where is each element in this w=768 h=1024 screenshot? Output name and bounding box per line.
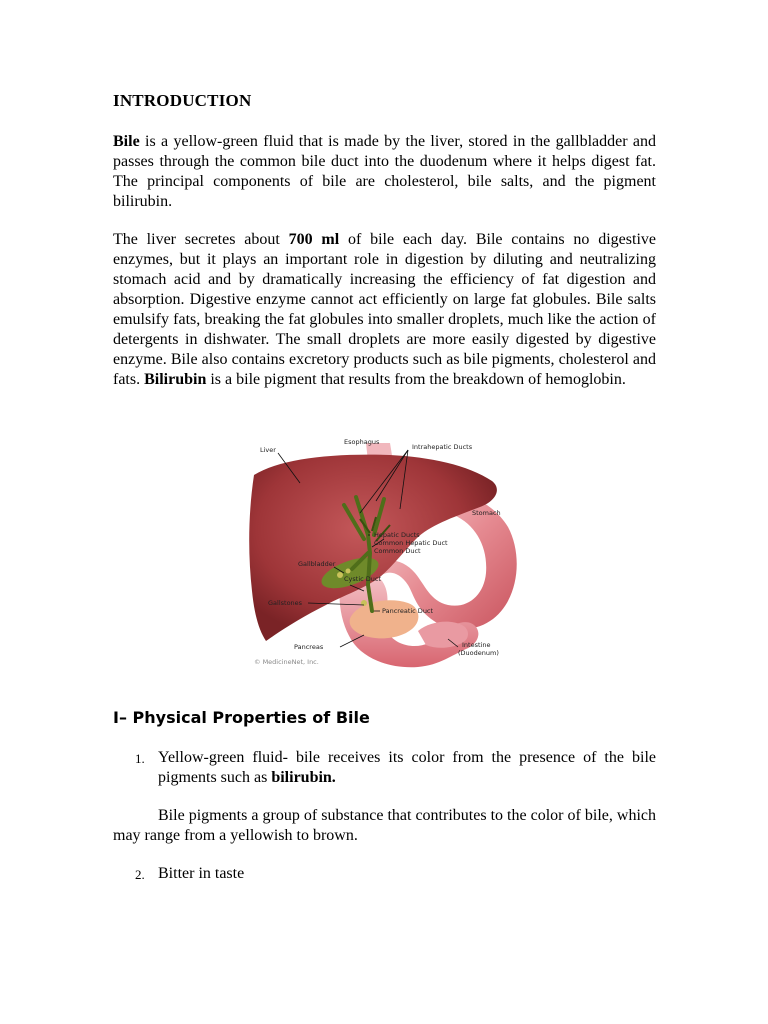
list-number: 1.	[135, 751, 145, 766]
label-duodenum: (Duodenum)	[458, 649, 499, 657]
label-intrahepatic-ducts: Intrahepatic Ducts	[412, 443, 473, 451]
list-number: 2.	[135, 867, 145, 882]
bile-pigments-paragraph: Bile pigments a group of substance that contributes to the color of bile, which may range from a yellowish to brown.	[113, 807, 656, 844]
list-item-text	[158, 748, 656, 788]
label-intestine: Intestine	[462, 641, 491, 649]
label-pancreas: Pancreas	[294, 643, 324, 651]
function-text-b: of bile each day. Bile contains no digestive enzymes, but it plays an important role in digestion by diluting and neutralizing stomach acid and by dramatically increasing the efficiency of fat digestion and absorption. Digestive enzyme cannot act efficiently on large fat globules. Bile salts emulsify fats, breaking the fat globules into smaller droplets, much like the action of detergents in dishwater. The small droplets are more easily digested by digestive enzyme. Bile also contains excretory products such as bile pigments, cholesterol and fats.	[113, 231, 656, 388]
bile-definition-text: is a yellow-green fluid that is made by the liver, stored in the gallbladder and passes through the common bile duct into the duodenum where it helps digest fat. The principal components of bile are cholesterol, bile salts, and the pigment bilirubin.	[113, 133, 656, 210]
label-gallstones: Gallstones	[268, 599, 303, 607]
figure-credit: © MedicineNet, Inc.	[254, 658, 319, 666]
bile-definition-paragraph	[113, 132, 656, 212]
label-common-duct: Common Duct	[374, 547, 421, 555]
list-item-text: Bitter in taste	[158, 865, 245, 882]
label-hepatic-ducts: Hepatic Ducts	[374, 531, 420, 539]
label-stomach: Stomach	[472, 509, 501, 517]
list-item-text-body: Yellow-green fluid- bile receives its color from the presence of the bile pigments such as	[158, 749, 656, 786]
label-esophagus: Esophagus	[344, 438, 380, 446]
label-pancreatic-duct: Pancreatic Duct	[382, 607, 434, 615]
function-text-c: is a bile pigment that results from the breakdown of hemoglobin.	[206, 371, 626, 388]
bile-function-paragraph	[113, 230, 656, 390]
bilirubin-term: Bilirubin	[144, 371, 207, 388]
section-title: I– Physical Properties of Bile	[113, 708, 370, 727]
function-text-a: The liver secretes about	[113, 231, 289, 248]
volume-value: 700 ml	[288, 231, 340, 248]
liver-anatomy-figure	[240, 435, 525, 670]
label-common-hepatic-duct: Common Hepatic Duct	[374, 539, 448, 547]
label-liver: Liver	[260, 446, 276, 454]
bilirubin-bold: bilirubin.	[271, 769, 336, 786]
intro-heading: INTRODUCTION	[113, 91, 252, 110]
bile-term: Bile	[113, 133, 140, 150]
label-gallbladder: Gallbladder	[298, 560, 336, 568]
label-cystic-duct: Cystic Duct	[344, 575, 382, 583]
